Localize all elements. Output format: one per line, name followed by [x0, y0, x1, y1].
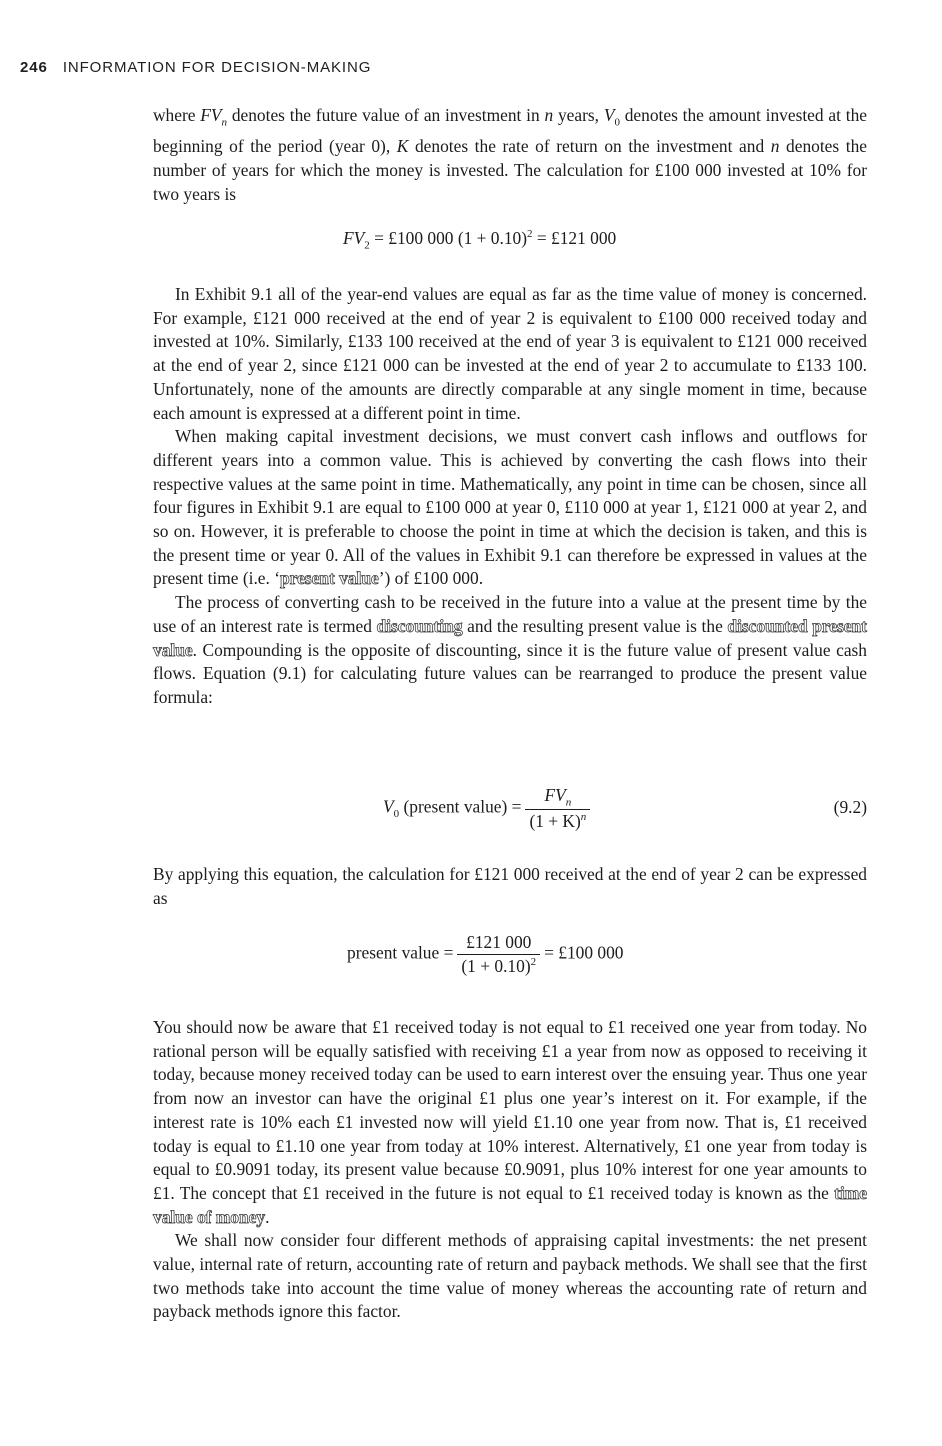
term-present-value: present value — [280, 568, 379, 589]
intro-paragraph-block — [153, 104, 867, 206]
equation-future-value: $FV_2$ = £100 000 $(1 + 0.10)^2$ = £121 000 — [343, 228, 617, 252]
equation-example: present value = $\frac{£121 000}{(1 + 0.10)^2}$ = £100 000 — [347, 932, 624, 976]
term-discounting: discounting — [376, 615, 463, 636]
equation-number: (9.2) — [833, 797, 867, 817]
equation-present-value: $V_0$ (present value) = $\frac{FV_n}{(1 + K)^n}$ — [383, 785, 594, 832]
paragraph-methods: We shall now consider four different methods of appraising capital investments: the net present value, internal rate of return, accounting rate of return and payback methods. We shall see that the first two methods take into account the time value of money whereas the accounting rate of return and payback methods ignore this factor. — [153, 1230, 867, 1322]
main-paragraph-block — [153, 283, 867, 710]
present-value-fraction: $\frac{FV_n}{(1 + K)^n}$ — [525, 785, 590, 832]
page-number: 246 — [20, 59, 48, 76]
paragraph-applying: By applying this equation, the calculation for £121 000 received at the end of year 2 can be expressed as — [153, 864, 867, 908]
running-header — [20, 59, 371, 76]
term-time-value-of-money: time value of money — [153, 1182, 867, 1227]
example-fraction: $\frac{£121 000}{(1 + 0.10)^2}$ — [457, 932, 540, 977]
closing-paragraph-block — [153, 1016, 867, 1324]
paragraph-exhibit: In Exhibit 9.1 all of the year-end values are equal as far as the time value of money is concerned. For example, £121 000 received at the end of year 2 is equivalent to £100 000 received today and invested at 10%. Similarly, £133 100 received at the end of year 3 is equivalent to £121 000 received at the end of year 2, since £121 000 can be invested at the end of year 2 to accumulate to £133 100. Unfortunately, none of the amounts are directly comparable at any single moment in time, because each amount is expressed at a different point in time. — [153, 284, 867, 423]
running-title: INFORMATION FOR DECISION-MAKING — [62, 59, 372, 76]
paragraph-discounting: The process of converting cash to be received in the future into a value at the present time by the use of an interest rate is termed discounting and the resulting present value is the discounted present value. Compounding is the opposite of discounting, since it is the future value of present value cash flows. Equation (9.1) for calculating future values can be rearranged to produce the present value formula: — [153, 592, 867, 707]
term-discounted-present-value: discounted present value — [153, 615, 867, 660]
applying-paragraph-block — [153, 863, 867, 910]
paragraph-definitions: where $FV_n$ denotes the future value of an investment in n years, $V_0$ denotes the amount invested at the beginning of the period (year 0), K denotes the rate of return on the investment and n denotes the number of years for which the money is invested. The calculation for £100 000 invested at 10% for two years is — [153, 105, 867, 204]
paragraph-time-value: You should now be aware that £1 received today is not equal to £1 received one year from today. No rational person will be equally satisfied with receiving £1 a year from now as opposed to receiving it today, because money received today can be used to earn interest over the ensuing year. Thus one year from now an investor can have the original £1 plus one year’s interest on it. For example, if the interest rate is 10% each £1 invested now will yield £1.10 one year from now. That is, £1 received today is equal to £1.10 one year from today at 10% interest. Alternatively, £1 one year from today is equal to £0.9091 today, its present value because £0.9091, plus 10% interest for one year amounts to £1. The concept that £1 received in the future is not equal to £1 received today is known as the time value of money. — [153, 1017, 867, 1227]
paragraph-common-value: When making capital investment decisions, we must convert cash inflows and outflows for different years into a common value. This is achieved by converting the cash flows into their respective values at the same point in time. Mathematically, any point in time can be chosen, since all four figures in Exhibit 9.1 are equal to £100 000 at year 0, £110 000 at year 1, £121 000 at year 2, and so on. However, it is preferable to choose the point in time at which the decision is taken, and this is the present time or year 0. All of the values in Exhibit 9.1 can therefore be expressed in values at the present time (i.e. ‘present value’) of £100 000. — [153, 426, 867, 589]
